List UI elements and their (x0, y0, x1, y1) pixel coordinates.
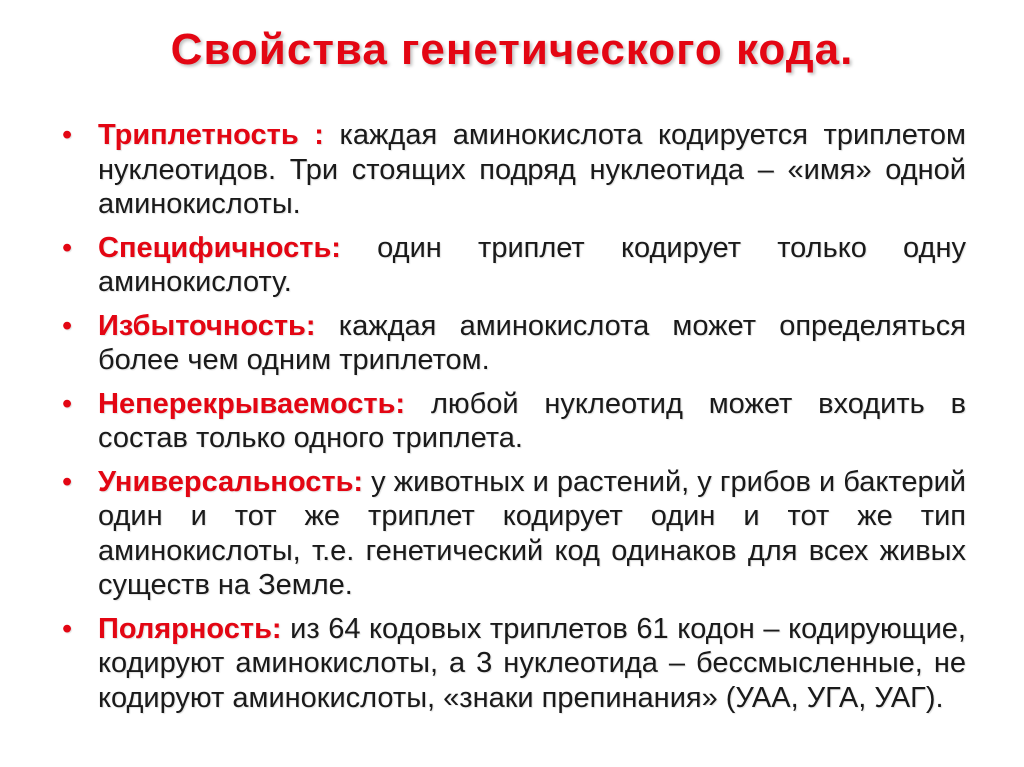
property-description: каждая аминокислота может определяться более чем одним триплетом. (98, 309, 966, 376)
bullet-icon: • (62, 119, 73, 151)
property-term: Полярность: (98, 612, 282, 645)
properties-list (58, 118, 966, 724)
slide-title: Свойства генетического кода. (170, 25, 854, 74)
property-term: Универсальность: (98, 465, 364, 498)
property-term: Неперекрываемость: (98, 387, 406, 420)
list-item-triplet (58, 118, 966, 222)
property-term: Триплетность : (98, 119, 324, 151)
bullet-icon: • (62, 387, 73, 420)
list-item-non-overlapping (58, 387, 966, 456)
property-description: из 64 кодовых триплетов 61 кодон – кодирующие, кодируют аминокислоты, а 3 нуклеотида – бессмысленные, не кодируют аминокислоты, «знаки препинания» (УАА, УГА, УАГ). (98, 612, 966, 714)
bullet-icon: • (62, 465, 73, 498)
property-description: каждая аминокислота кодируется триплетом нуклеотидов. Три стоящих подряд нуклеотида – «имя» одной аминокислоты. (98, 119, 966, 220)
property-term: Специфичность: (98, 231, 341, 264)
bullet-icon: • (62, 612, 73, 645)
bullet-icon: • (62, 231, 73, 264)
property-description: любой нуклеотид может входить в состав только одного триплета. (98, 387, 966, 454)
bullet-icon: • (62, 309, 73, 342)
property-description: у животных и растений, у грибов и бактерий один и тот же триплет кодирует один и тот же тип аминокислоты, т.е. генетический код одинаков для всех живых существ на Земле. (98, 465, 966, 601)
list-item-redundancy (58, 309, 966, 378)
list-item-polarity (58, 612, 966, 716)
property-description: один триплет кодирует только одну аминокислоту. (98, 231, 966, 298)
property-term: Избыточность: (98, 309, 316, 342)
list-item-universality (58, 465, 966, 603)
list-item-specificity (58, 231, 966, 300)
